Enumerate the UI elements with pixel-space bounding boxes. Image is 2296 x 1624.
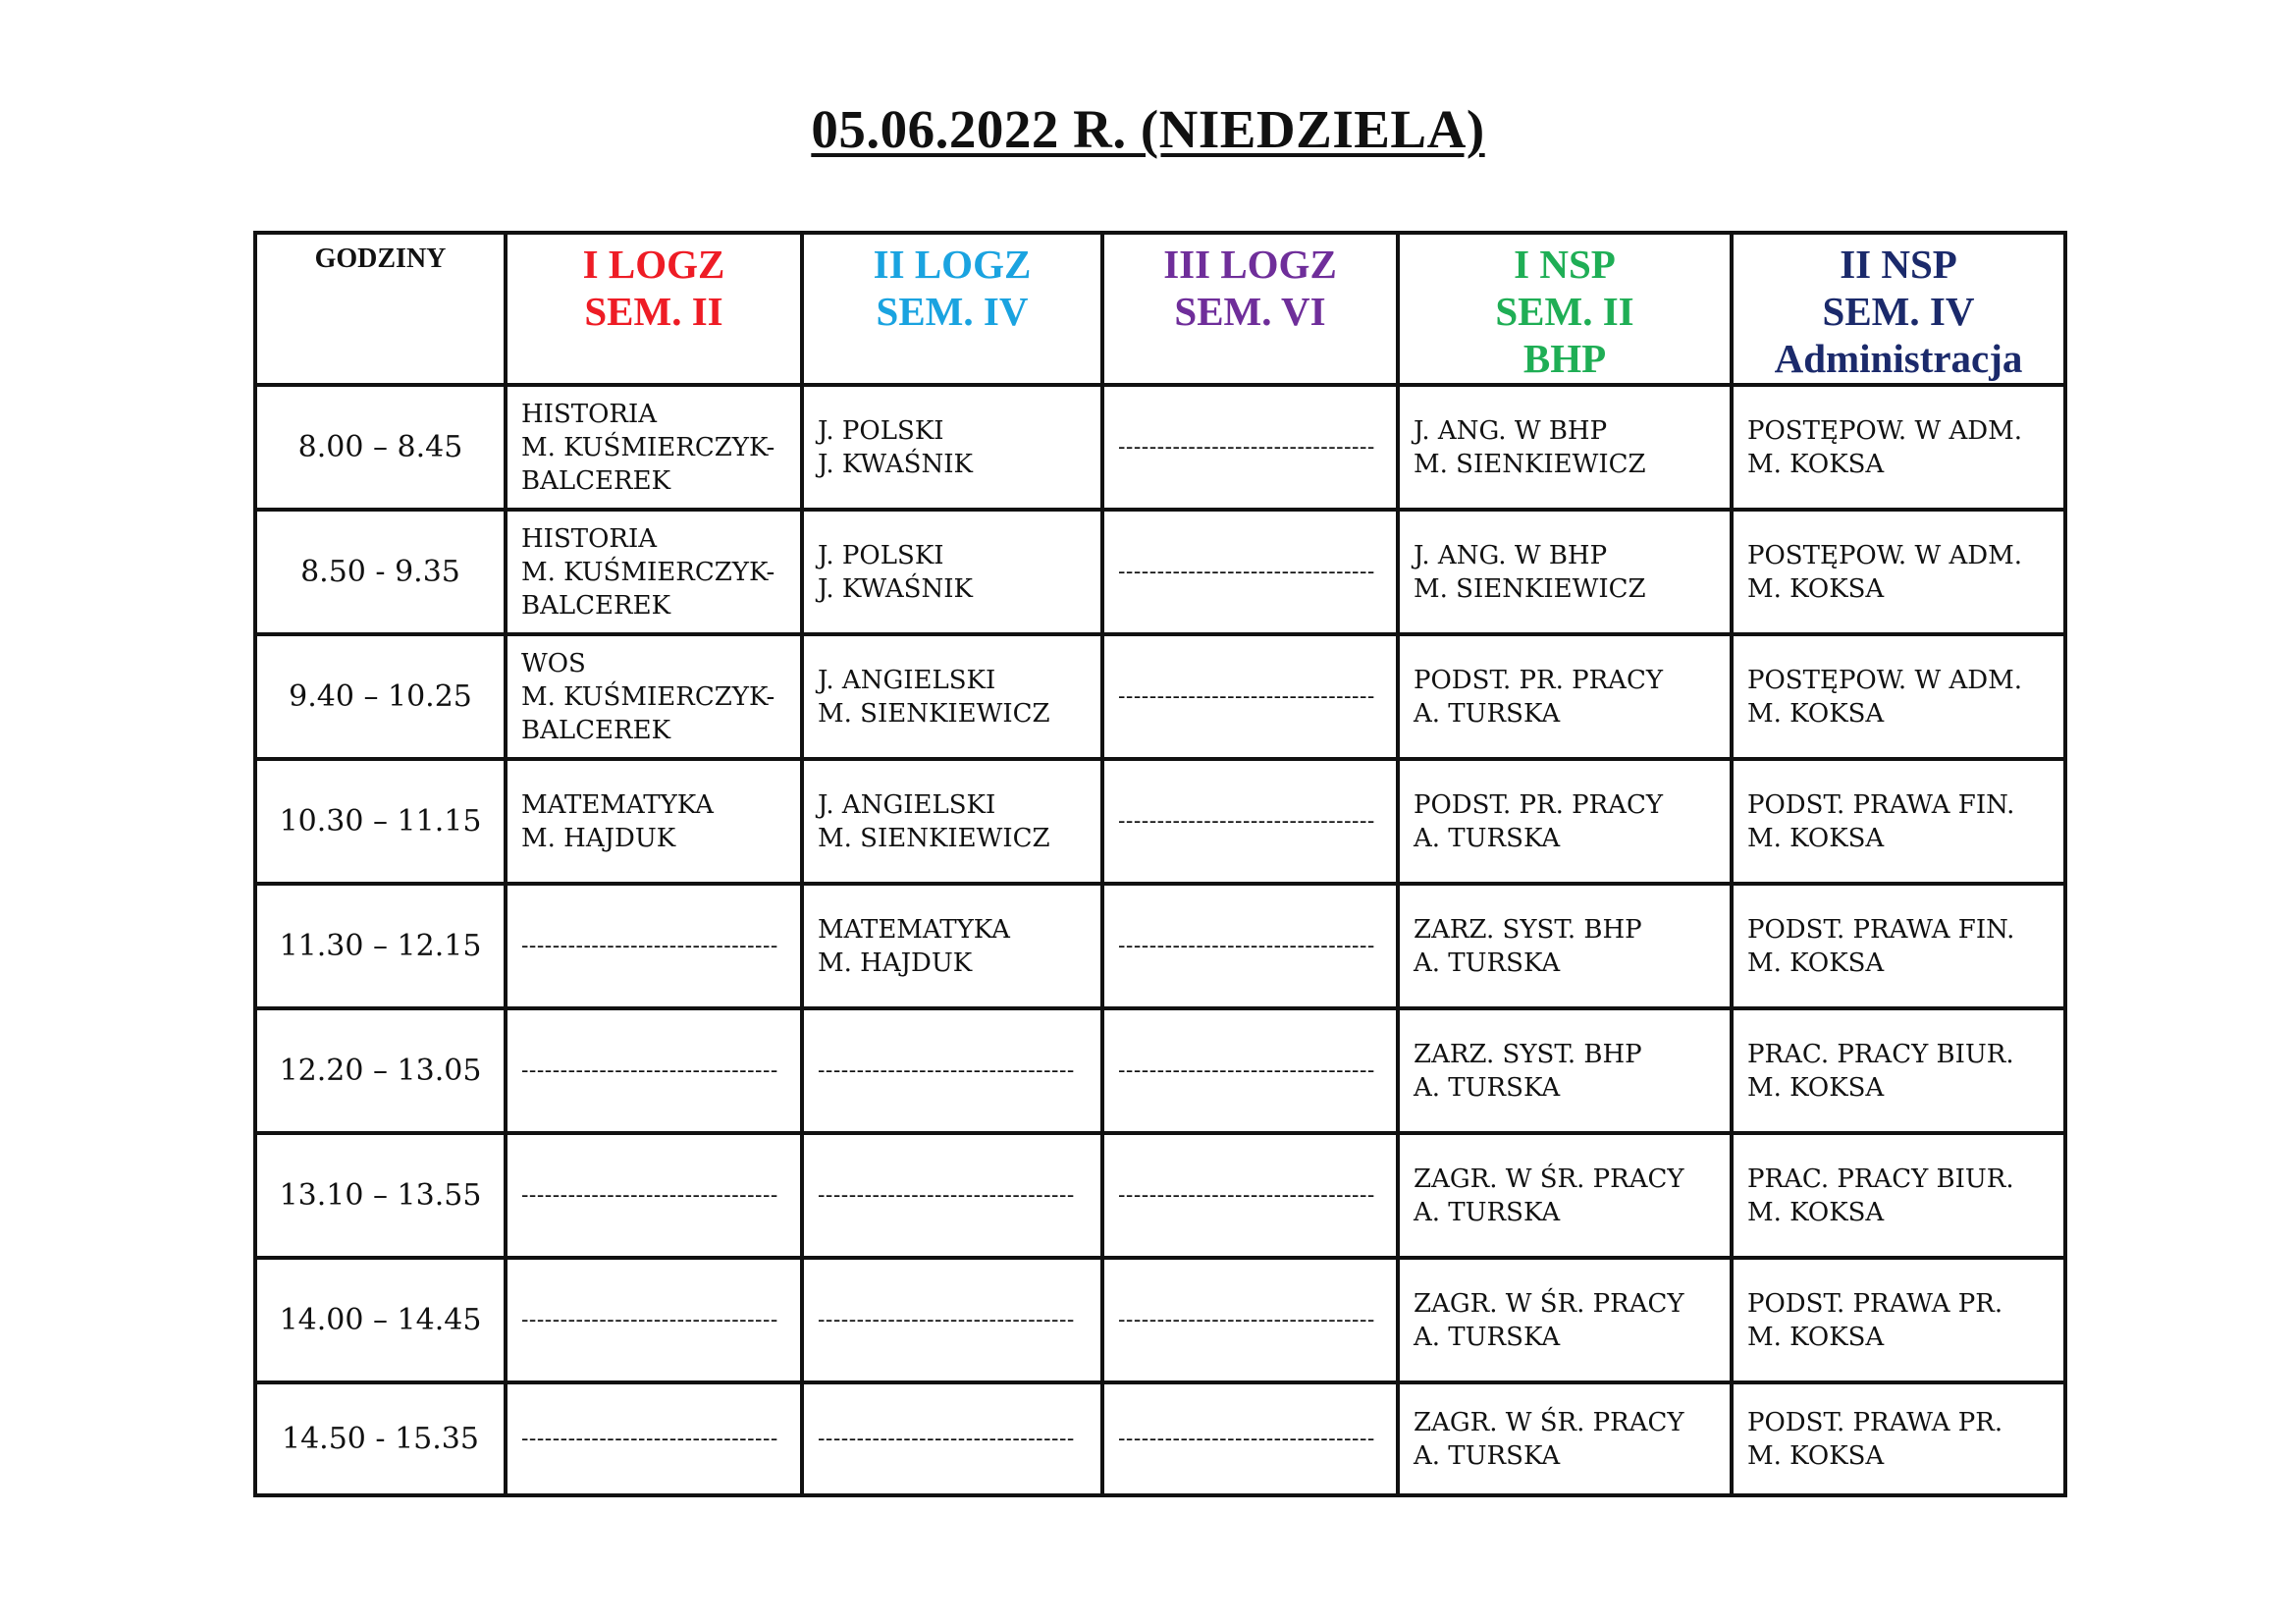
class-cell bbox=[1398, 510, 1732, 634]
page-title: 05.06.2022 R. (NIEDZIELA) bbox=[811, 99, 1485, 159]
teacher-label: M. SIENKIEWICZ bbox=[818, 698, 1050, 729]
subject-label: ZAGR. W ŚR. PRACY bbox=[1414, 1288, 1684, 1319]
subject-label: ZAGR. W ŚR. PRACY bbox=[1414, 1407, 1684, 1437]
class-cell bbox=[1398, 1008, 1732, 1133]
subject-label: PODST. PRAWA FIN. bbox=[1747, 914, 2015, 945]
class-cell bbox=[1398, 385, 1732, 510]
subject-label: J. ANG. W BHP bbox=[1414, 415, 1608, 446]
group-header bbox=[506, 233, 802, 385]
group-header-line: BHP bbox=[1522, 336, 1607, 381]
group-header-line: III LOGZ bbox=[1163, 242, 1337, 287]
group-header-line: SEM. IV bbox=[1822, 289, 1975, 334]
teacher-label: M. KOKSA bbox=[1747, 1322, 1885, 1352]
teacher-label: M. HAJDUK bbox=[521, 823, 676, 853]
empty-slot-cell: --------------------------------- bbox=[506, 1382, 802, 1495]
time-cell: 13.10 – 13.55 bbox=[255, 1133, 506, 1258]
time-cell: 12.20 – 13.05 bbox=[255, 1008, 506, 1133]
time-cell: 10.30 – 11.15 bbox=[255, 759, 506, 884]
group-header bbox=[1398, 233, 1732, 385]
empty-slot-cell: --------------------------------- bbox=[506, 1008, 802, 1133]
class-cell bbox=[506, 385, 802, 510]
class-cell bbox=[802, 385, 1102, 510]
subject-label: J. ANGIELSKI bbox=[818, 789, 996, 820]
class-cell bbox=[802, 884, 1102, 1008]
class-cell bbox=[1398, 634, 1732, 759]
group-header-line: SEM. VI bbox=[1174, 289, 1326, 334]
teacher-label: M. KOKSA bbox=[1747, 1440, 1885, 1471]
subject-label: PRAC. PRACY BIUR. bbox=[1747, 1039, 2014, 1069]
class-cell bbox=[1398, 1382, 1732, 1495]
class-cell bbox=[802, 510, 1102, 634]
hours-column-header: GODZINY bbox=[255, 233, 506, 385]
teacher-label: M. KOKSA bbox=[1747, 449, 1885, 479]
table-row bbox=[255, 1008, 2065, 1133]
teacher-label: A. TURSKA bbox=[1414, 698, 1561, 729]
teacher-label: M. KOKSA bbox=[1747, 1072, 1885, 1103]
subject-label: PODST. PRAWA FIN. bbox=[1747, 789, 2015, 820]
teacher-label: J. KWAŚNIK bbox=[818, 449, 973, 479]
class-cell bbox=[1732, 1133, 2065, 1258]
class-cell bbox=[1398, 1133, 1732, 1258]
teacher-label: BALCEREK bbox=[521, 715, 671, 745]
subject-label: POSTĘPOW. W ADM. bbox=[1747, 415, 2022, 446]
subject-label: PODST. PRAWA PR. bbox=[1747, 1407, 2003, 1437]
time-cell: 11.30 – 12.15 bbox=[255, 884, 506, 1008]
empty-slot-cell: --------------------------------- bbox=[1102, 634, 1398, 759]
table-row bbox=[255, 1382, 2065, 1495]
table-row bbox=[255, 510, 2065, 634]
group-header bbox=[802, 233, 1102, 385]
table-row bbox=[255, 385, 2065, 510]
teacher-label: BALCEREK bbox=[521, 465, 671, 496]
teacher-label: A. TURSKA bbox=[1414, 947, 1561, 978]
subject-label: ZARZ. SYST. BHP bbox=[1414, 914, 1642, 945]
teacher-label: M. KUŚMIERCZYK- bbox=[521, 681, 775, 712]
group-header-line: SEM. II bbox=[584, 289, 723, 334]
table-row bbox=[255, 759, 2065, 884]
subject-label: PODST. PR. PRACY bbox=[1414, 665, 1664, 695]
subject-label: MATEMATYKA bbox=[521, 789, 714, 820]
teacher-label: BALCEREK bbox=[521, 590, 671, 621]
subject-label: PRAC. PRACY BIUR. bbox=[1747, 1164, 2014, 1194]
class-cell bbox=[506, 634, 802, 759]
empty-slot-cell: --------------------------------- bbox=[1102, 510, 1398, 634]
class-cell bbox=[1732, 1258, 2065, 1382]
time-cell: 14.50 - 15.35 bbox=[255, 1382, 506, 1495]
class-cell bbox=[1732, 759, 2065, 884]
subject-label: HISTORIA bbox=[521, 399, 658, 429]
class-cell bbox=[1732, 1382, 2065, 1495]
subject-label: J. ANGIELSKI bbox=[818, 665, 996, 695]
group-header bbox=[1732, 233, 2065, 385]
empty-slot-cell: --------------------------------- bbox=[1102, 1258, 1398, 1382]
group-header bbox=[1102, 233, 1398, 385]
teacher-label: M. KUŚMIERCZYK- bbox=[521, 432, 775, 462]
schedule-body bbox=[255, 385, 2065, 1495]
subject-label: POSTĘPOW. W ADM. bbox=[1747, 665, 2022, 695]
empty-slot-cell: --------------------------------- bbox=[1102, 1133, 1398, 1258]
table-row bbox=[255, 1258, 2065, 1382]
class-cell bbox=[1732, 1008, 2065, 1133]
schedule-table bbox=[253, 231, 2067, 1497]
subject-label: HISTORIA bbox=[521, 523, 658, 554]
group-header-line: I LOGZ bbox=[582, 242, 725, 287]
class-cell bbox=[1398, 884, 1732, 1008]
table-row bbox=[255, 884, 2065, 1008]
teacher-label: A. TURSKA bbox=[1414, 1322, 1561, 1352]
time-cell: 8.00 – 8.45 bbox=[255, 385, 506, 510]
class-cell bbox=[802, 759, 1102, 884]
teacher-label: A. TURSKA bbox=[1414, 1197, 1561, 1227]
empty-slot-cell: --------------------------------- bbox=[506, 1258, 802, 1382]
teacher-label: M. SIENKIEWICZ bbox=[1414, 449, 1646, 479]
class-cell bbox=[1732, 634, 2065, 759]
teacher-label: M. KOKSA bbox=[1747, 947, 1885, 978]
class-cell bbox=[506, 510, 802, 634]
class-cell bbox=[1398, 1258, 1732, 1382]
subject-label: ZAGR. W ŚR. PRACY bbox=[1414, 1164, 1684, 1194]
group-header-line: Administracja bbox=[1774, 336, 2023, 381]
class-cell bbox=[1398, 759, 1732, 884]
empty-slot-cell: --------------------------------- bbox=[1102, 884, 1398, 1008]
empty-slot-cell: --------------------------------- bbox=[802, 1008, 1102, 1133]
teacher-label: M. KUŚMIERCZYK- bbox=[521, 557, 775, 587]
empty-slot-cell: --------------------------------- bbox=[1102, 759, 1398, 884]
teacher-label: M. KOKSA bbox=[1747, 573, 1885, 604]
subject-label: MATEMATYKA bbox=[818, 914, 1010, 945]
time-cell: 8.50 - 9.35 bbox=[255, 510, 506, 634]
empty-slot-cell: --------------------------------- bbox=[506, 884, 802, 1008]
class-cell bbox=[1732, 385, 2065, 510]
teacher-label: A. TURSKA bbox=[1414, 1440, 1561, 1471]
empty-slot-cell: --------------------------------- bbox=[1102, 1382, 1398, 1495]
subject-label: J. POLSKI bbox=[818, 540, 944, 570]
teacher-label: A. TURSKA bbox=[1414, 823, 1561, 853]
class-cell bbox=[1732, 510, 2065, 634]
teacher-label: M. SIENKIEWICZ bbox=[818, 823, 1050, 853]
teacher-label: M. SIENKIEWICZ bbox=[1414, 573, 1646, 604]
table-row bbox=[255, 634, 2065, 759]
time-cell: 14.00 – 14.45 bbox=[255, 1258, 506, 1382]
group-header-line: SEM. II bbox=[1495, 289, 1634, 334]
time-cell: 9.40 – 10.25 bbox=[255, 634, 506, 759]
empty-slot-cell: --------------------------------- bbox=[802, 1258, 1102, 1382]
empty-slot-cell: --------------------------------- bbox=[802, 1133, 1102, 1258]
group-header-line: II LOGZ bbox=[873, 242, 1032, 287]
subject-label: POSTĘPOW. W ADM. bbox=[1747, 540, 2022, 570]
teacher-label: A. TURSKA bbox=[1414, 1072, 1561, 1103]
class-cell bbox=[1732, 884, 2065, 1008]
header-row bbox=[255, 233, 2065, 385]
group-header-line: II NSP bbox=[1840, 242, 1957, 287]
subject-label: ZARZ. SYST. BHP bbox=[1414, 1039, 1642, 1069]
group-header-line: I NSP bbox=[1514, 242, 1616, 287]
subject-label: PODST. PR. PRACY bbox=[1414, 789, 1664, 820]
teacher-label: M. KOKSA bbox=[1747, 1197, 1885, 1227]
class-cell bbox=[802, 634, 1102, 759]
teacher-label: J. KWAŚNIK bbox=[818, 573, 973, 604]
group-header-line: SEM. IV bbox=[876, 289, 1029, 334]
subject-label: WOS bbox=[521, 648, 586, 678]
subject-label: J. ANG. W BHP bbox=[1414, 540, 1608, 570]
subject-label: PODST. PRAWA PR. bbox=[1747, 1288, 2003, 1319]
table-row bbox=[255, 1133, 2065, 1258]
teacher-label: M. KOKSA bbox=[1747, 823, 1885, 853]
empty-slot-cell: --------------------------------- bbox=[1102, 385, 1398, 510]
empty-slot-cell: --------------------------------- bbox=[1102, 1008, 1398, 1133]
class-cell bbox=[506, 759, 802, 884]
teacher-label: M. KOKSA bbox=[1747, 698, 1885, 729]
empty-slot-cell: --------------------------------- bbox=[506, 1133, 802, 1258]
empty-slot-cell: --------------------------------- bbox=[802, 1382, 1102, 1495]
teacher-label: M. HAJDUK bbox=[818, 947, 973, 978]
schedule-header bbox=[255, 233, 2065, 385]
subject-label: J. POLSKI bbox=[818, 415, 944, 446]
